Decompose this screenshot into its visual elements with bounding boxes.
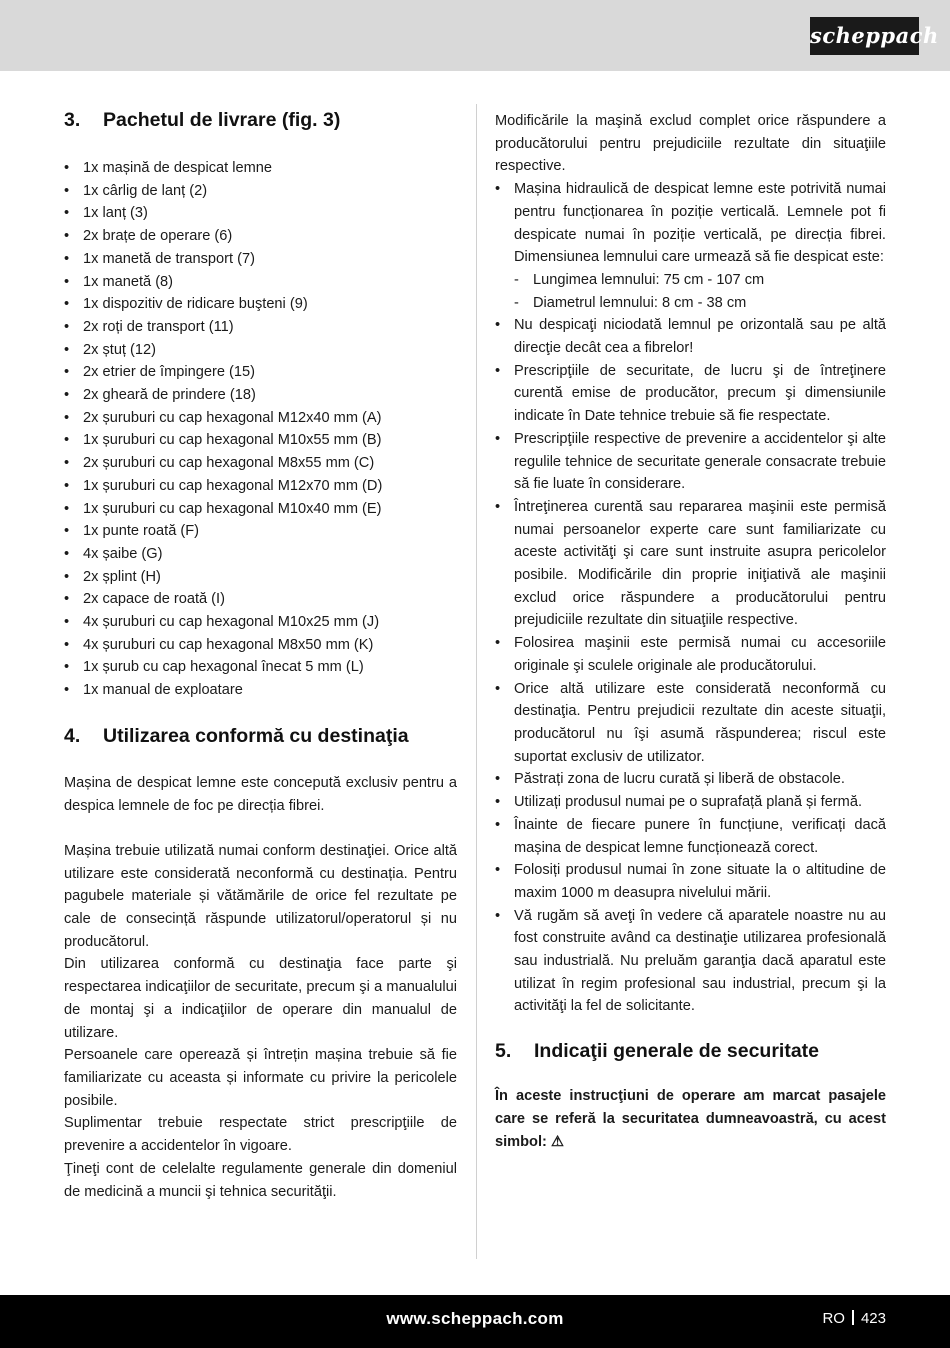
- list-item: • 1x lanț (3): [64, 202, 457, 225]
- list-item: • 2x roți de transport (11): [64, 316, 457, 339]
- section-number: 4.: [64, 724, 81, 747]
- safety-symbol-note: În aceste instrucţiuni de operare am marcat pasajele care se referă la securitatea dumneavoastră, cu acest simbol: ⚠: [495, 1088, 886, 1150]
- list-item: • Nu despicaţi niciodată lemnul pe orizontală sau pe altă direcţie decât cea a fibrelor!: [495, 314, 886, 359]
- list-item: • 2x șplint (H): [64, 566, 457, 589]
- list-item: • Înainte de fiecare punere în funcțiune, verificați dacă mașina de despicat lemne funcționează corect.: [495, 814, 886, 859]
- list-item: • 2x capace de roată (I): [64, 588, 457, 611]
- list-item: • 1x cârlig de lanț (2): [64, 180, 457, 203]
- website-link[interactable]: www.scheppach.com: [386, 1309, 564, 1328]
- paragraph: Modificările la maşină exclud complet orice răspundere a producătorului pentru prejudiciile rezultate din situaţiile respective.: [495, 113, 886, 175]
- list-item: • 1x șuruburi cu cap hexagonal M10x55 mm (B): [64, 429, 457, 452]
- list-item: • 1x manual de exploatare: [64, 679, 457, 702]
- right-column: [495, 110, 886, 1153]
- list-item: • Păstrați zona de lucru curată și liberă de obstacole.: [495, 768, 886, 791]
- list-item: [495, 178, 886, 314]
- section-title: Utilizarea conformă cu destinaţia: [103, 724, 409, 747]
- list-item: • Prescripţiile de securitate, de lucru şi de întreţinere curentă emise de producător, precum şi dimensiunile indicate în Date tehnice trebuie să fie respectate.: [495, 360, 886, 428]
- list-item: • 2x etrier de împingere (15): [64, 361, 457, 384]
- section-4-heading: [64, 722, 457, 750]
- list-item: • 2x ștuț (12): [64, 339, 457, 362]
- paragraph: Mașina trebuie utilizată numai conform destinaţiei. Orice altă utilizare este considerată neconformă cu destinația. Pentru pagubele materiale și vătămările de orice fel rezultate pe cale de consecință răspunde utilizatorul/operatorul și nu producătorul.: [64, 842, 457, 950]
- list-item: • 1x manetă de transport (7): [64, 248, 457, 271]
- list-item: • Utilizați produsul numai pe o suprafață plană și fermă.: [495, 791, 886, 814]
- list-item: • Orice altă utilizare este considerată neconformă cu destinaţia. Pentru prejudicii rezultate din aceste situaţii, producătorul nu îşi asumă răspunderea; riscul este suportat exclusiv de utilizator.: [495, 678, 886, 769]
- list-item: • 1x dispozitiv de ridicare buşteni (9): [64, 293, 457, 316]
- list-item: • 2x șuruburi cu cap hexagonal M12x40 mm (A): [64, 407, 457, 430]
- language-code: RO: [822, 1310, 845, 1327]
- list-item: - Lungimea lemnului: 75 cm - 107 cm: [514, 269, 886, 292]
- safety-bullet-list: [495, 314, 886, 1018]
- list-item: • Prescripţiile respective de prevenire a accidentelor şi alte regulile tehnice de securitate generale consacrate trebuie să fie luate în considerare.: [495, 428, 886, 496]
- page-number: 423: [860, 1310, 886, 1327]
- section-title: Pachetul de livrare (fig. 3): [103, 109, 341, 131]
- delivery-contents-list: [64, 157, 457, 702]
- paragraph: Mașina de despicat lemne este concepută exclusiv pentru a despica lemnele de foc pe direcția fibrei.: [64, 774, 457, 814]
- paragraph: Din utilizarea conformă cu destinaţia face parte şi respectarea indicaţiilor de securitate, precum şi a manualului de montaj şi a indicaţiilor de operare din manualul de utilizare.: [64, 956, 457, 1041]
- section-5-heading: [495, 1037, 886, 1065]
- list-item: • 1x șuruburi cu cap hexagonal M12x70 mm (D): [64, 475, 457, 498]
- list-item: - Diametrul lemnului: 8 cm - 38 cm: [514, 292, 886, 315]
- list-item: • 2x brațe de operare (6): [64, 225, 457, 248]
- list-item: • Întreţinerea curentă sau repararea maşinii este permisă numai persoanelor experte care sunt familiarizate cu aceste activităţi şi care sunt instruite asupra pericolelor posibile. Modificările din proprie iniţiativă ale maşinii exclud orice răspundere a producătorului pentru prejudiciile rezultate din situaţiile respective.: [495, 496, 886, 632]
- dimension-list: [514, 269, 886, 314]
- paragraph: Persoanele care operează și întrețin mașina trebuie să fie familiarizate cu aceasta și informate cu privire la pericolele posibile.: [64, 1047, 457, 1109]
- list-item-text: Mașina hidraulică de despicat lemne este potrivită numai pentru funcționarea în poziție verticală. Lemnele pot fi despicate numai în poziție verticală, pe direcția fibrei. Dimensiunea lemnului care urmează să fie despicat este:: [514, 181, 886, 266]
- section-number: 3.: [64, 109, 81, 131]
- left-column: [64, 106, 457, 1203]
- separator: [852, 1310, 854, 1325]
- list-item: • 1x șuruburi cu cap hexagonal M10x40 mm (E): [64, 498, 457, 521]
- list-item: • 2x gheară de prindere (18): [64, 384, 457, 407]
- list-item: • Folosiți produsul numai în zone situate la o altitudine de maxim 1000 m deasupra nivelului mării.: [495, 859, 886, 904]
- footer-bar: [0, 1295, 950, 1348]
- scheppach-logo: scheppach: [810, 17, 919, 55]
- list-item: • 1x mașină de despicat lemne: [64, 157, 457, 180]
- paragraph: Ţineţi cont de celelalte regulamente generale din domeniul de medicină a muncii şi tehnica securităţii.: [64, 1160, 457, 1200]
- list-item: • 4x șuruburi cu cap hexagonal M8x50 mm (K): [64, 634, 457, 657]
- safety-bullet-list: [495, 178, 886, 314]
- section-number: 5.: [495, 1040, 512, 1063]
- list-item: • 1x șurub cu cap hexagonal înecat 5 mm (L): [64, 656, 457, 679]
- list-item: • 1x manetă (8): [64, 271, 457, 294]
- section-title: Indicaţii generale de securitate: [534, 1040, 820, 1063]
- list-item: • 1x punte roată (F): [64, 520, 457, 543]
- column-divider: [476, 104, 477, 1259]
- section-3-heading: [64, 106, 457, 134]
- list-item: • Folosirea maşinii este permisă numai cu accesoriile originale şi sculele originale ale producătorului.: [495, 632, 886, 677]
- header-bar: [0, 0, 950, 71]
- page-indicator: [822, 1310, 886, 1327]
- list-item: • 4x șaibe (G): [64, 543, 457, 566]
- list-item: • Vă rugăm să aveţi în vedere că aparatele noastre nu au fost construite având ca destinaţie utilizarea profesională sau industrială. Nu preluăm garanţia dacă aparatul este utilizat în regim profesional sau industrial, precum şi la activităţi la fel de solicitante.: [495, 905, 886, 1019]
- list-item: • 4x șuruburi cu cap hexagonal M10x25 mm (J): [64, 611, 457, 634]
- list-item: • 2x șuruburi cu cap hexagonal M8x55 mm (C): [64, 452, 457, 475]
- paragraph: Suplimentar trebuie respectate strict prescripţiile de prevenire a accidentelor în vigoare.: [64, 1115, 457, 1155]
